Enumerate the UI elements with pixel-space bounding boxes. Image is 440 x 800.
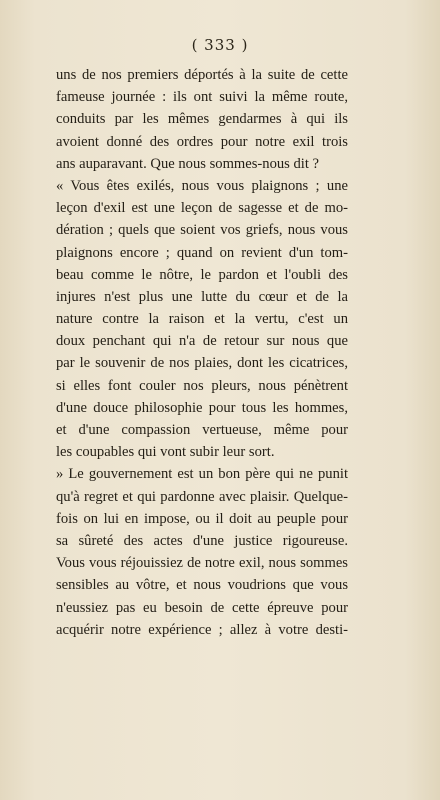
page-number: ( 333 ) [191, 36, 249, 54]
text-line: fois on lui en impose, ou il doit au peuple pour [56, 510, 348, 527]
text-line: Vous vous réjouissiez de notre exil, nous sommes [56, 555, 348, 572]
text-line: dération ; quels que soient vos griefs, nous vous [56, 222, 348, 239]
text-line: beau comme le nôtre, le pardon et l'oubli des [56, 266, 348, 283]
text-line: « Vous êtes exilés, nous vous plaignons ; une [56, 177, 348, 194]
text-line: acquérir notre expérience ; allez à votre desti- [56, 621, 348, 638]
text-line: sensibles au vôtre, et nous voudrions que vous [56, 577, 348, 594]
text-line: les coupables qui vont subir leur sort. [56, 444, 275, 461]
text-line: plaignons encore ; quand on revient d'un tom- [56, 244, 348, 261]
text-line: et d'une compassion vertueuse, même pour [56, 422, 348, 438]
text-line: d'une douce philosophie pour tous les hommes, [56, 399, 348, 416]
text-line: qu'à regret et qui pardonne avec plaisir. Quelque- [56, 488, 348, 505]
text-line: uns de nos premiers déportés à la suite de cette [56, 67, 348, 83]
text-line: sa sûreté des actes d'une justice rigoureuse. [56, 532, 348, 549]
text-line: avoient donné des ordres pour notre exil trois [56, 133, 348, 150]
text-line: injures n'est plus une lutte du cœur et de la [56, 288, 348, 305]
text-line: si elles font couler nos pleurs, nous pénètrent [56, 377, 348, 394]
text-line: » Le gouvernement est un bon père qui ne punit [56, 466, 348, 483]
text-line: n'eussiez pas eu besoin de cette épreuve pour [56, 599, 348, 616]
body-text [56, 64, 348, 641]
text-line: conduits par les mêmes gendarmes à qui ils [56, 111, 348, 128]
text-line: doux penchant qui n'a de retour sur nous que [56, 333, 348, 350]
text-line: fameuse journée : ils ont suivi la même route, [56, 89, 348, 106]
text-line: leçon d'exil est une leçon de sagesse et de mo- [56, 200, 348, 217]
text-line: par le souvenir de nos plaies, dont les cicatrices, [56, 355, 348, 372]
text-line: ans auparavant. Que nous sommes-nous dit ? [56, 155, 320, 172]
text-line: nature contre la raison et la vertu, c'est un [56, 311, 348, 328]
